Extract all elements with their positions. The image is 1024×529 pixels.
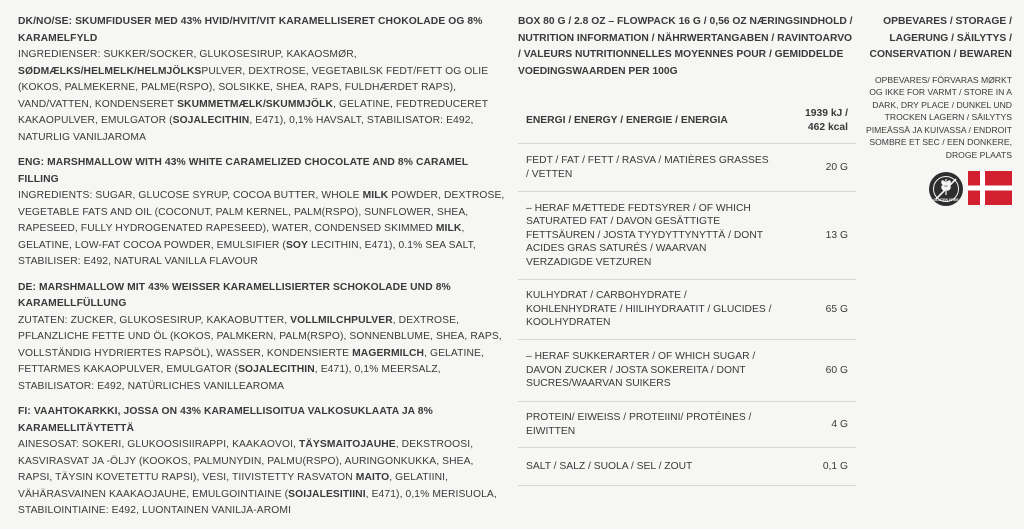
ingredient-fragment: INGREDIENTS: SUGAR, GLUCOSE SYRUP, COCOA BUTTER, WHOLE bbox=[18, 190, 363, 201]
badges bbox=[866, 171, 1012, 207]
nutrition-row-sugar bbox=[518, 340, 856, 402]
carbohydrate-value: 65 G bbox=[825, 303, 848, 315]
ingredient-block bbox=[18, 14, 506, 146]
ingredient-text bbox=[18, 188, 506, 271]
fat-value: 20 G bbox=[825, 161, 848, 173]
ingredients-column bbox=[18, 14, 506, 529]
fat-label: FEDT / FAT / FETT / RASVA / MATIÈRES GRASSES / VETTEN bbox=[526, 155, 769, 180]
energy-label: ENERGI / ENERGY / ENERGIE / ENERGIA bbox=[526, 114, 728, 126]
allergen-text: MILK bbox=[362, 190, 389, 201]
nutrition-column bbox=[518, 14, 856, 486]
ingredient-fragment: INGREDIENSER: SUKKER/SOCKER, GLUKOSESIRUP, KAKAOSMØR, bbox=[18, 49, 357, 60]
energy-value bbox=[788, 107, 848, 135]
allergen-text: SOY bbox=[285, 239, 309, 251]
ingredient-fragment: , E471), 0,1% MERISUOLA, STABILOINTIAINE: E492, LUONTAINEN VANILJA-AROMI bbox=[18, 488, 497, 516]
gluten-free-icon bbox=[928, 171, 964, 207]
ingredient-block bbox=[18, 404, 506, 520]
energy-kcal: 462 kcal bbox=[807, 121, 848, 133]
ingredient-title: FI: VAAHTOKARKKI, JOSSA ON 43% KARAMELLISOITUA VALKOSUKLAATA JA 8% KARAMELLITÄYTETTÄ bbox=[18, 406, 433, 434]
protein-label: PROTEIN/ EIWEISS / PROTEIINI/ PROTÉINES / EIWITTEN bbox=[526, 412, 752, 437]
allergen-text: SØDMÆLKS/HELMELK/HELMJÖLKS bbox=[18, 65, 202, 77]
ingredient-fragment: AINESOSAT: SOKERI, GLUKOOSISIIRAPPI, KAAKAOVOI, bbox=[18, 439, 299, 450]
ingredient-text bbox=[18, 437, 506, 520]
carbohydrate-label: KULHYDRAT / CARBOHYDRATE / KOHLENHYDRATE / HIILIHYDRAATIT / GLUCIDES / KOOLHYDRATEN bbox=[526, 290, 772, 329]
ingredient-fragment: , E471), 0,1% HAVSALT, STABILISATOR: E492, NATURLIG VANILJAROMA bbox=[18, 115, 474, 143]
allergen-text: SOIJALESITIINI bbox=[288, 488, 366, 500]
nutrition-row-fat bbox=[518, 144, 856, 192]
ingredient-title: ENG: MARSHMALLOW WITH 43% WHITE CARAMELIZED CHOCOLATE AND 8% CARAMEL FILLING bbox=[18, 157, 468, 185]
ingredient-block bbox=[18, 155, 506, 271]
storage-text: OPBEVARES/ FÖRVARAS MØRKT OG IKKE FOR VARMT / STORE IN A DARK, DRY PLACE / DUNKEL UND TROCKEN LAGERN / SÄILYTYS PIMEÄSSÄ JA KUIVASSA / ENDROIT SOMBRE ET SEC / EEN DONKERE, DROGE PLAATS bbox=[866, 74, 1012, 160]
allergen-text: TÄYSMAITOJAUHE bbox=[299, 439, 396, 450]
protein-value: 4 G bbox=[831, 418, 848, 430]
energy-kj: 1939 kJ / bbox=[805, 107, 848, 119]
ingredient-fragment: PULVER, DEXTROSE, VEGETABILSK FEDT/FETT OG OLIE (KOKOS, PALMEKERNE, PALME(RSPO), SOLSIKKE, SHEA, RAPS, FULDHÆRDET RAPS), VAND/VATTEN, KONDENSERET bbox=[18, 65, 489, 110]
ingredient-fragment: , DEXTROSE, PFLANZLICHE FETTE UND ÖL (KOKOS, PALMKERN, PALM(RSPO), SONNENBLUME, SHEA, RAPS, VOLLSTÄNDIG HYDRIERTES RAPSÖL), WASSER, KONDENSIERTE bbox=[18, 314, 502, 359]
ingredient-fragment: , GELATINE, LOW-FAT COCOA POWDER, EMULSIFIER ( bbox=[18, 223, 465, 251]
ingredient-fragment: POWDER, DEXTROSE, VEGETABLE FATS AND OIL (COCONUT, PALM KERNEL, PALM(RSPO), SUNFLOWER, SHEA, RAPESEED, FULLY HYDROGENATED RAPESEED), WATER, CONDENSED SKIMMED bbox=[18, 190, 505, 234]
allergen-text: MILK bbox=[435, 223, 462, 234]
salt-value: 0,1 G bbox=[822, 460, 848, 472]
danish-flag-icon bbox=[968, 171, 1012, 205]
allergen-text: MAGERMILCH bbox=[352, 347, 425, 359]
ingredient-fragment: , DEKSTROOSI, KASVIRASVAT JA -ÖLJY (KOOKOS, PALMUNYDIN, PALMU(RSPO), AURINGONKUKKA, SHEA, RAPSI, TÄYSIN KOVETETTU RAPSI), VESI, TIIVISTETTY RASVATON bbox=[18, 439, 474, 483]
ingredient-title: DK/NO/SE: SKUMFIDUSER MED 43% HVID/HVIT/VIT KARAMELLISERET CHOKOLADE OG 8% KARAMELFYLD bbox=[18, 16, 483, 44]
nutrition-row-saturated-fat bbox=[518, 192, 856, 280]
salt-label: SALT / SALZ / SUOLA / SEL / ZOUT bbox=[526, 460, 693, 472]
saturated-fat-value: 13 G bbox=[825, 229, 848, 241]
allergen-text: SOJALECITHIN bbox=[238, 364, 315, 375]
nutrition-table bbox=[518, 98, 856, 486]
storage-title: OPBEVARES / STORAGE / LAGERUNG / SÄILYTYS / CONSERVATION / BEWAREN bbox=[869, 16, 1012, 60]
saturated-fat-label: – HERAF MÆTTEDE FEDTSYRER / OF WHICH SATURATED FAT / DAVON GESÄTTIGTE FETTSÄUREN / JOSTA TYYDYTTYNYTTÄ / DONT ACIDES GRAS SATURÉS / WAARVAN VERZADIGDE VETZUREN bbox=[526, 202, 763, 268]
allergen-text: VOLLMILCHPULVER bbox=[290, 314, 393, 326]
gluten-free-text: GLUTEN FREE bbox=[933, 198, 959, 202]
ingredient-fragment: , GELATINE, FETTARMES KAKAOPULVER, EMULGATOR ( bbox=[18, 347, 484, 375]
sugar-label: – HERAF SUKKERARTER / OF WHICH SUGAR / DAVON ZUCKER / JOSTA SOKEREITA / DONT SUCRES/WAARVAN SUIKERS bbox=[526, 351, 756, 390]
ingredient-text bbox=[18, 313, 506, 396]
allergen-text: MAITO bbox=[355, 472, 390, 483]
nutrition-header: BOX 80 G / 2.8 OZ – FLOWPACK 16 G / 0,56 OZ NÆRINGSINDHOLD / NUTRITION INFORMATION / NÄHRWERTANGABEN / RAVINTOARVO / VALEURS NUTRITIONNELLES MOYENNES POUR / GEMIDDELDE VOEDINGSWAARDEN PER 100G bbox=[518, 16, 853, 77]
sugar-value: 60 G bbox=[825, 364, 848, 376]
allergen-text: SOJALECITHIN bbox=[172, 115, 250, 126]
ingredient-block bbox=[18, 280, 506, 396]
nutrition-row-salt bbox=[518, 448, 856, 486]
nutrition-row-carbohydrate bbox=[518, 280, 856, 340]
nutrition-row-protein bbox=[518, 402, 856, 448]
ingredient-fragment: , GELATINE, FEDTREDUCERET KAKAOPULVER, EMULGATOR ( bbox=[18, 98, 488, 126]
allergen-text: SKUMMETMÆLK/SKUMMJÖLK bbox=[177, 98, 334, 110]
ingredient-fragment: , E471), 0,1% MEERSALZ, STABILISATOR: E492, NATÜRLICHES VANILLEAROMA bbox=[18, 364, 441, 392]
ingredient-title: DE: MARSHMALLOW MIT 43% WEISSER KARAMELLISIERTER SCHOKOLADE UND 8% KARAMELLFÜLLUNG bbox=[18, 281, 451, 309]
ingredient-text bbox=[18, 47, 506, 146]
ingredient-fragment: , GELATIINI, VÄHÄRASVAINEN KAAKAOJAUHE, EMULGOINTIAINE ( bbox=[18, 472, 449, 500]
storage-column bbox=[866, 14, 1012, 207]
ingredient-fragment: LECITHIN, E471), 0.1% SEA SALT, STABILISER: E492, NATURAL VANILLA FLAVOUR bbox=[18, 239, 476, 267]
ingredient-fragment: ZUTATEN: ZUCKER, GLUKOSESIRUP, KAKAOBUTTER, bbox=[18, 314, 291, 326]
nutrition-row-energy bbox=[518, 98, 856, 144]
